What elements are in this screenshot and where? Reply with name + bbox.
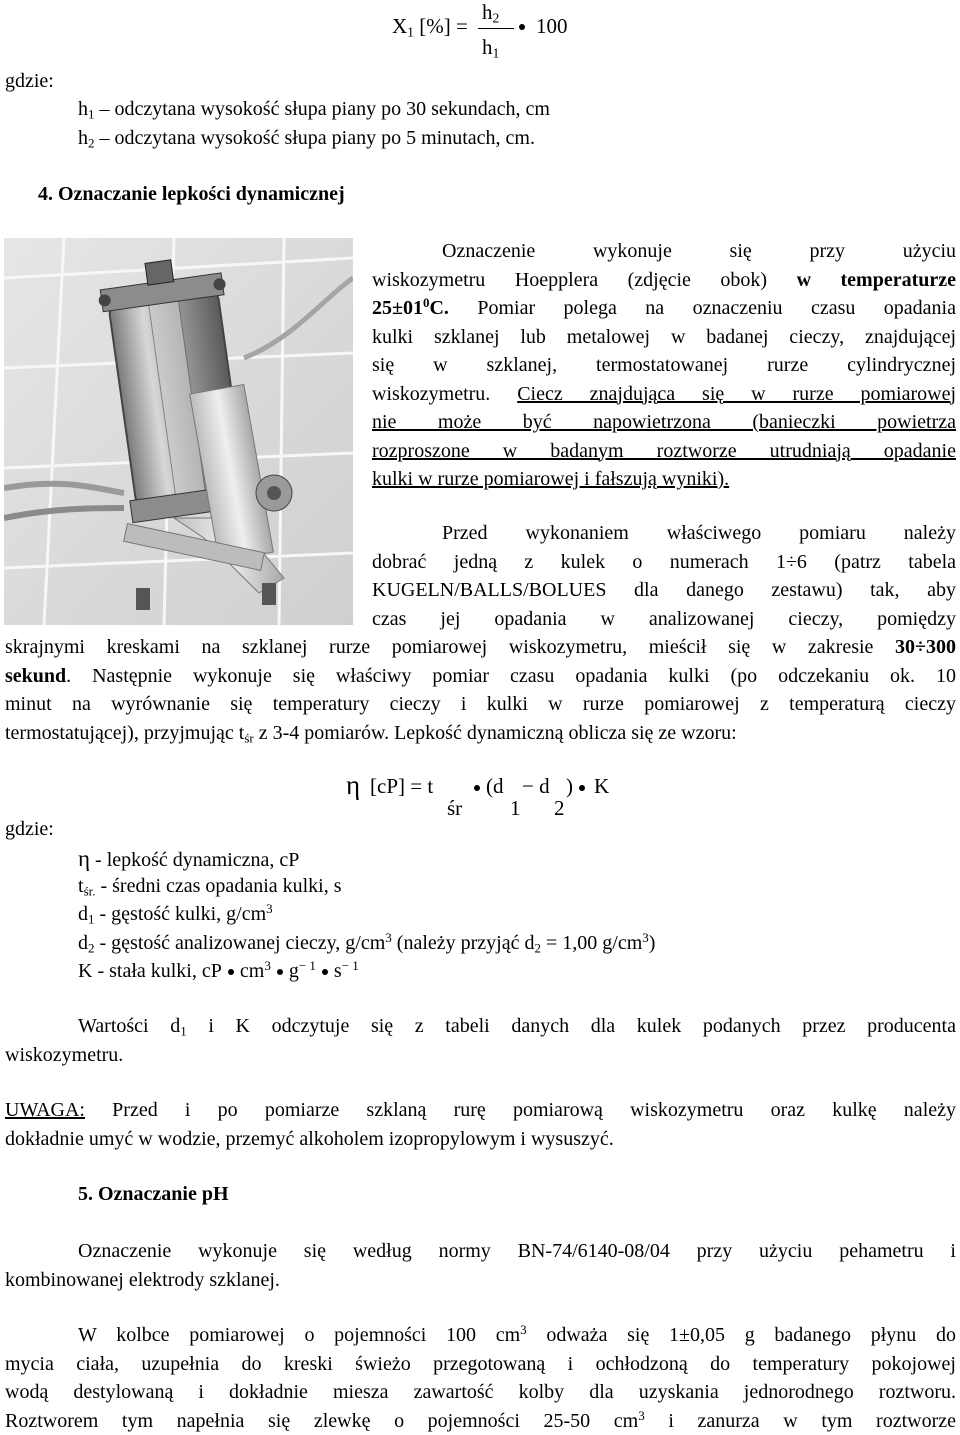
where-label: gdzie:	[5, 70, 54, 92]
note-warning: UWAGA: Przed i po pomiarze szklaną rurę pomiarową wiskozymetru oraz kulkę należy dokładnie umyć w wodzie, przemyć alkoholem izopropylowym i wysuszyć.	[5, 1099, 956, 1150]
paragraph-ball-selection-top: Przed wykonaniem właściwego pomiaru należy dobrać jedną z kulek o numerach 1÷6 (patrz tabela KUGELN/BALLS/BOLUES dla danego zestawu) tak, aby czas jej opadania w analizowanej cieczy, pomiędzy	[372, 522, 956, 630]
paragraph-ph-method: Oznaczenie wykonuje się według normy BN-74/6140-08/04 przy użyciu pehametru i kombinowanej elektrody szklanej.	[5, 1240, 956, 1291]
definition-h1: $h_1$ – odczytana wysokość słupa piany po 30 sekundach, cm	[78, 98, 550, 122]
multiply-dot	[474, 785, 480, 791]
section-heading-viscosity: 4. Oznaczanie lepkości dynamicznej	[38, 183, 345, 205]
fraction-bar	[478, 28, 514, 29]
where-label-2: gdzie:	[5, 818, 54, 840]
paragraph-ball-values: Wartości $d_1$ i K odczytuje się z tabeli danych dla kulek podanych przez producenta wiskozymetru.	[5, 1015, 956, 1066]
multiply-dot	[519, 24, 525, 30]
definition-d1: $d_1$ - gęstość kulki, $g/cm^3$	[78, 900, 273, 927]
fraction-denominator: $h_1$	[482, 35, 500, 61]
paragraph-viscometer-intro: Oznaczenie wykonuje się przy użyciu wiskozymetru Hoepplera (zdjęcie obok) w temperaturze $25\pm 01^0C$. Pomiar polega na oznaczeniu czasu opadania kulki szklanej lub metalowej w badanej cieczy, znajdującej się w szklanej, termostatowanej rurze cylindrycznej wiskozymetru. Ciecz znajdująca się w rurze pomiarowej nie może być napowietrzona (banieczki powietrza rozproszone w badanym roztworze utrudniają opadanie kulki w rurze pomiarowej i fałszują wyniki).	[372, 240, 956, 490]
fraction-numerator: $h_2$	[482, 0, 500, 26]
multiply-dot	[579, 785, 585, 791]
definition-k: K - stała kulki, cP $cm^3$ $g^{- 1}$ $s^{- 1}$	[78, 957, 359, 982]
paragraph-ball-selection-bottom: skrajnymi kreskami na szklanej rurze pomiarowej wiskozymetru, mieścił się w zakresie 30÷300 sekund. Następnie wykonuje się właściwy pomiar czasu opadania kulki (po odczekaniu ok. 10 minut na wyrównanie się temperatury cieczy i kulki w rurze pomiarowej z temperaturą cieczy termostatującej), przyjmując $t_{śr}$ z 3-4 pomiarów. Lepkość dynamiczną oblicza się ze wzoru:	[5, 636, 956, 745]
definition-d2: $d_2$ - gęstość analizowanej cieczy, $g/cm^3$ (należy przyjąć $d_2 = 1,00$ $g/cm^3$)	[78, 929, 656, 956]
definition-t: $t_{śr.}$ - średni czas opadania kulki, s	[78, 875, 342, 899]
definition-h2: $h_2$ – odczytana wysokość słupa piany po 5 minutach, cm.	[78, 127, 535, 151]
paragraph-ph-procedure: W kolbce pomiarowej o pojemności 100 $cm^3$ odważa się 1±0,05 g badanego płynu do mycia ciała, uzupełnia do kreski świeżo przegotowaną i ochłodzoną do temperatury pokojowej wodą destylowaną i dokładnie miesza zawartość kolby dla uzyskania jednorodnego roztworu. Roztworem tym napełnia się zlewkę o pojemności 25-50 $cm^3$ i zanurza w tym roztworze	[5, 1321, 956, 1432]
viscometer-photo	[4, 238, 353, 625]
section-heading-ph: 5. Oznaczanie pH	[78, 1183, 229, 1205]
definition-eta: η - lepkość dynamiczna, cP	[78, 846, 300, 871]
